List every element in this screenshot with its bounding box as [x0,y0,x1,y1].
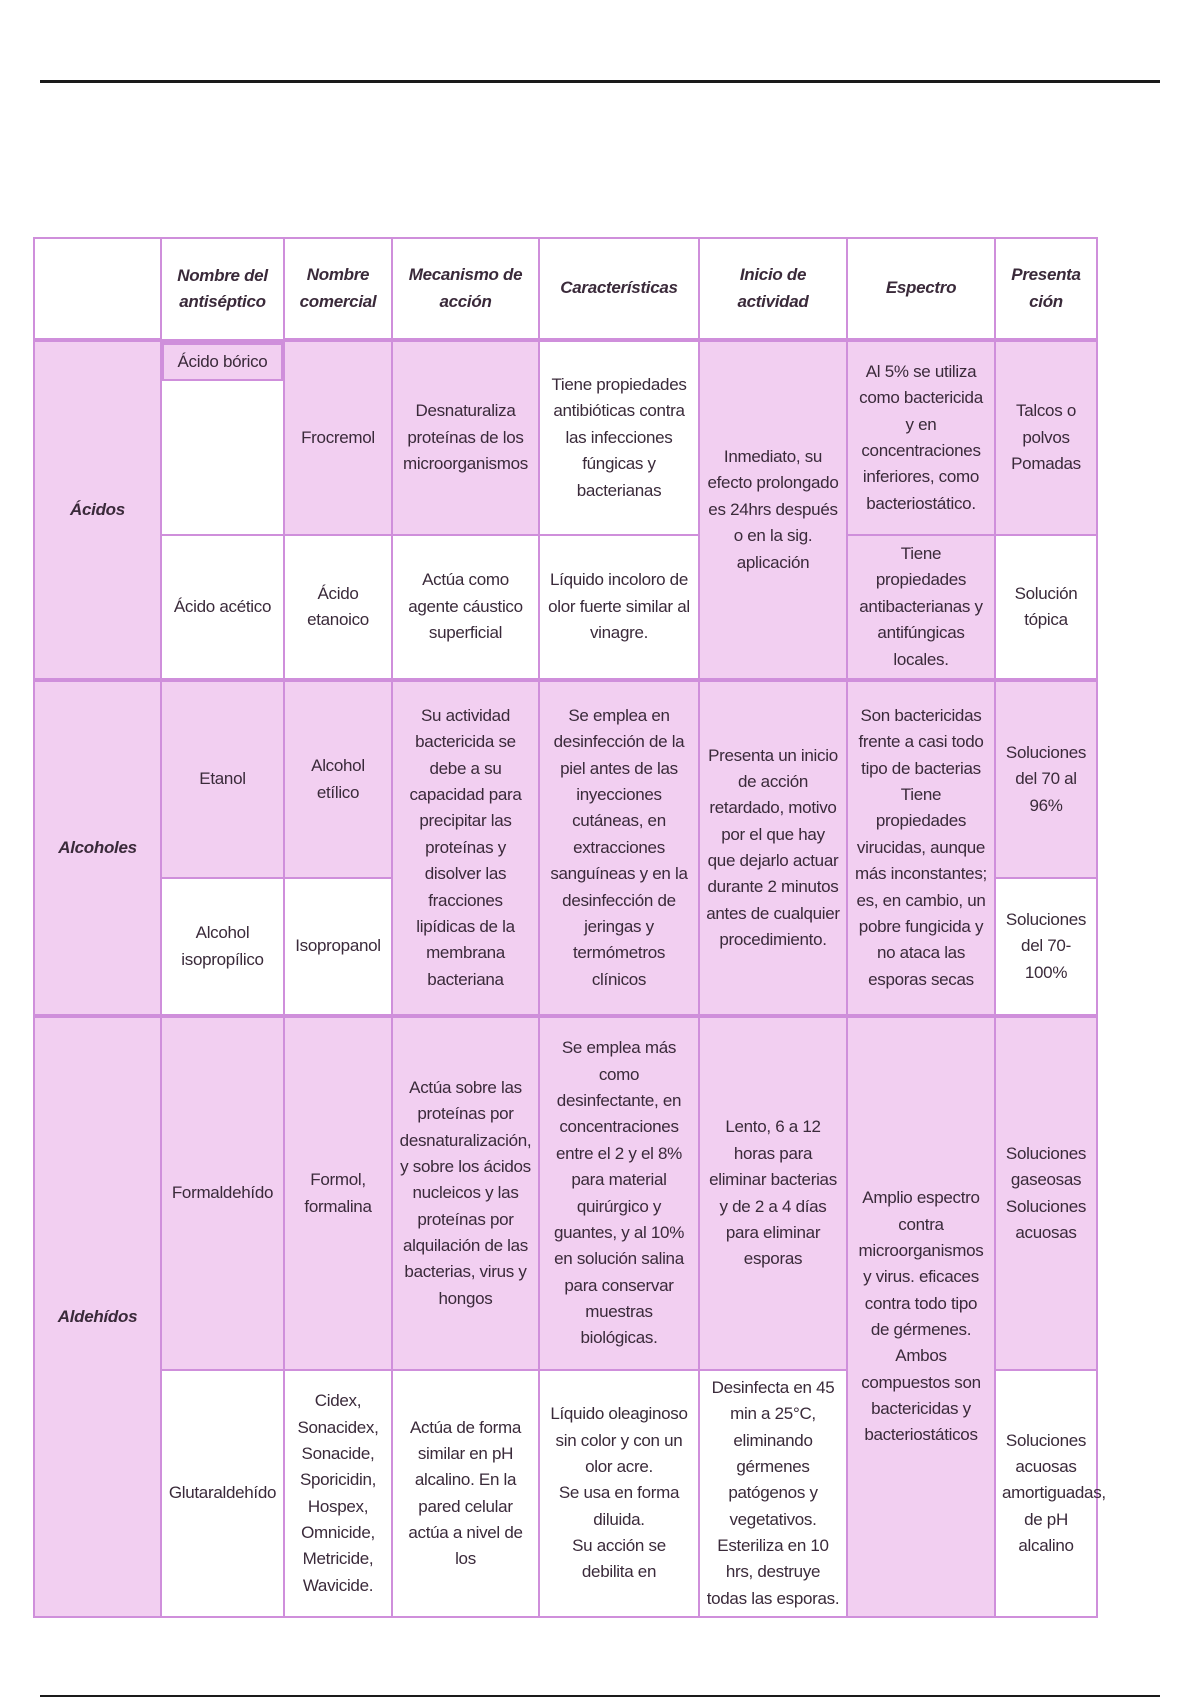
characteristics-cell: Líquido oleaginoso sin color y con un olor acre. Se usa en forma diluida. Su acción se debilita en [539,1370,699,1617]
header-commercial-name: Nombre comercial [284,238,392,340]
mechanism-cell: Actúa sobre las proteínas por desnaturalización, y sobre los ácidos nucleicos y las proteínas por alquilación de las bacterias, virus y hongos [392,1016,539,1370]
commercial-name-cell: Formol, formalina [284,1016,392,1370]
bottom-rule [40,1695,1160,1697]
spectrum-cell: Amplio espectro contra microorganismos y virus. eficaces contra todo tipo de gérmenes. Ambos compuestos son bactericidas y bacteriostáticos [847,1016,995,1617]
mechanism-cell: Actúa como agente cáustico superficial [392,535,539,680]
spectrum-cell: Tiene propiedades antibacterianas y antifúngicas locales. [847,535,995,680]
onset-cell: Presenta un inicio de acción retardado, motivo por el que hay que dejarlo actuar durante 2 minutos antes de cualquier procedimiento. [699,680,847,1016]
spectrum-cell: Al 5% se utiliza como bactericida y en concentraciones inferiores, como bacteriostático. [847,340,995,535]
header-mechanism: Mecanismo de acción [392,238,539,340]
antiseptic-name-cell: Ácido bórico [162,341,283,381]
header-onset: Inicio de actividad [699,238,847,340]
characteristics-cell: Tiene propiedades antibióticas contra las infecciones fúngicas y bacterianas [539,340,699,535]
table-row [34,1016,1097,1370]
commercial-name-cell: Alcohol etílico [284,680,392,878]
header-antiseptic-name: Nombre del antiséptico [161,238,284,340]
antiseptic-name-cell: Ácido acético [161,535,284,680]
header-blank [34,238,161,340]
header-row [34,238,1097,340]
presentation-cell: Soluciones del 70-100% [995,878,1097,1016]
characteristics-cell: Líquido incoloro de olor fuerte similar al vinagre. [539,535,699,680]
characteristics-cell: Se emplea más como desinfectante, en concentraciones entre el 2 y el 8% para material quirúrgico y guantes, y al 10% en solución salina para conservar muestras biológicas. [539,1016,699,1370]
antiseptic-name-cell: Glutaraldehído [161,1370,284,1617]
mechanism-cell: Su actividad bactericida se debe a su capacidad para precipitar las proteínas y disolver las fracciones lipídicas de la membrana bacteriana [392,680,539,1016]
group-label-alcoholes: Alcoholes [34,680,161,1016]
table-row [34,680,1097,878]
table-row [34,535,1097,680]
commercial-name-cell: Isopropanol [284,878,392,1016]
antiseptic-name-cell: Etanol [161,680,284,878]
group-label-aldehidos: Aldehídos [34,1016,161,1617]
antiseptic-name-cell: Formaldehído [161,1016,284,1370]
antiseptics-table [33,237,1106,1618]
characteristics-cell: Se emplea en desinfección de la piel antes de las inyecciones cutáneas, en extracciones sanguíneas y en la desinfección de jeringas y termómetros clínicos [539,680,699,1016]
table-row [34,340,1097,535]
presentation-cell: Soluciones gaseosas Soluciones acuosas [995,1016,1097,1370]
commercial-name-cell: Ácido etanoico [284,535,392,680]
header-spectrum: Espectro [847,238,995,340]
onset-cell: Desinfecta en 45 min a 25°C, eliminando gérmenes patógenos y vegetativos. Esteriliza en 10 hrs, destruye todas las esporas. [699,1370,847,1617]
header-presentation: Presenta ción [995,238,1097,340]
group-label-acidos: Ácidos [34,340,161,680]
antiseptic-name-cell: Alcohol isopropílico [161,878,284,1016]
mechanism-cell: Desnaturaliza proteínas de los microorganismos [392,340,539,535]
onset-cell: Lento, 6 a 12 horas para eliminar bacterias y de 2 a 4 días para eliminar esporas [699,1016,847,1370]
presentation-cell: Solución tópica [995,535,1097,680]
header-characteristics: Características [539,238,699,340]
presentation-cell: Soluciones acuosas amortiguadas, de pH alcalino [995,1370,1097,1617]
top-rule [40,80,1160,83]
onset-cell: Inmediato, su efecto prolongado es 24hrs después o en la sig. aplicación [699,340,847,680]
commercial-name-cell: Cidex, Sonacidex, Sonacide, Sporicidin, Hospex, Omnicide, Metricide, Wavicide. [284,1370,392,1617]
presentation-cell: Talcos o polvos Pomadas [995,340,1097,535]
mechanism-cell: Actúa de forma similar en pH alcalino. En la pared celular actúa a nivel de los [392,1370,539,1617]
spectrum-cell: Son bactericidas frente a casi todo tipo de bacterias Tiene propiedades virucidas, aunque más inconstantes; es, en cambio, un pobre fungicida y no ataca las esporas secas [847,680,995,1016]
commercial-name-cell: Frocremol [284,340,392,535]
presentation-cell: Soluciones del 70 al 96% [995,680,1097,878]
